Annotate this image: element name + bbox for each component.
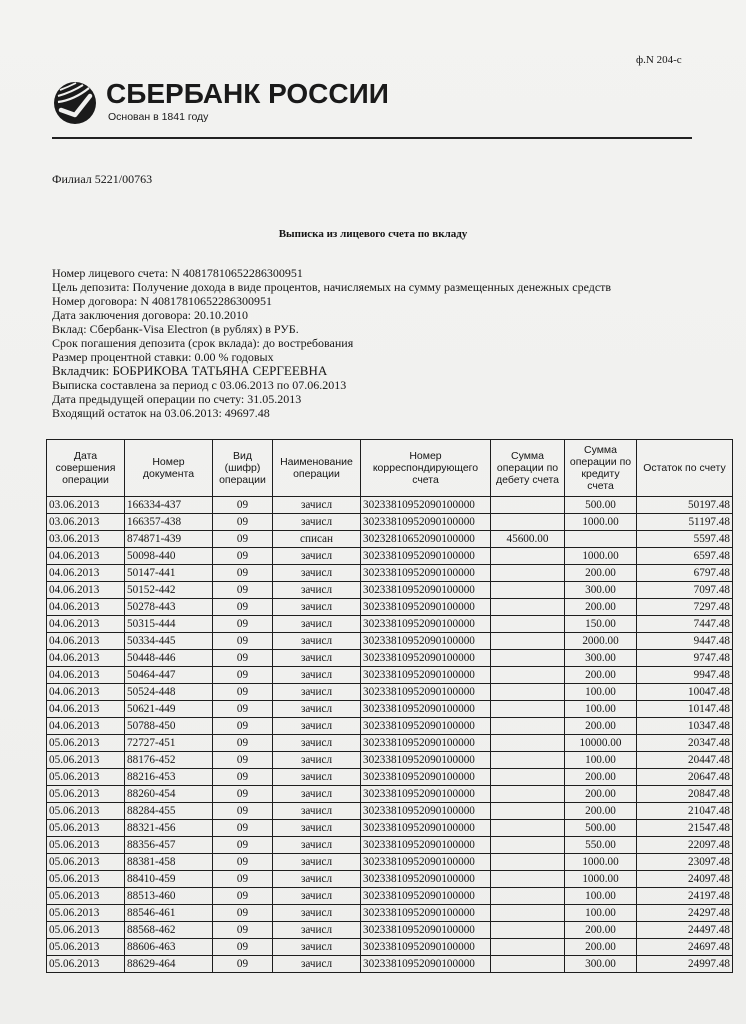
contract-date: Дата заключения договора: 20.10.2010	[52, 308, 249, 322]
cell-credit: 200.00	[565, 786, 637, 803]
deposit-term: Срок погашения депозита (срок вклада): до востребования	[52, 336, 354, 350]
cell-debit: 45600.00	[491, 531, 565, 548]
cell-operation-code: 09	[213, 633, 273, 650]
cell-balance: 10047.48	[637, 684, 733, 701]
cell-corr-account: 30233810952090100000	[361, 514, 491, 531]
table-row	[47, 735, 733, 752]
table-row	[47, 548, 733, 565]
cell-debit	[491, 786, 565, 803]
cell-credit: 100.00	[565, 684, 637, 701]
cell-debit	[491, 820, 565, 837]
cell-credit: 200.00	[565, 803, 637, 820]
cell-doc-number: 88381-458	[125, 854, 213, 871]
branch-label: Филиал 5221/00763	[52, 172, 153, 186]
cell-date: 04.06.2013	[47, 582, 125, 599]
cell-doc-number: 88629-464	[125, 956, 213, 973]
cell-credit: 550.00	[565, 837, 637, 854]
cell-debit	[491, 582, 565, 599]
cell-date: 04.06.2013	[47, 684, 125, 701]
bank-founded: Основан в 1841 году	[108, 111, 209, 123]
cell-corr-account: 30233810952090100000	[361, 820, 491, 837]
table-row	[47, 514, 733, 531]
cell-date: 04.06.2013	[47, 548, 125, 565]
cell-corr-account: 30233810952090100000	[361, 956, 491, 973]
cell-corr-account: 30233810952090100000	[361, 650, 491, 667]
cell-balance: 10347.48	[637, 718, 733, 735]
table-row	[47, 939, 733, 956]
header-divider	[52, 137, 692, 139]
cell-doc-number: 50464-447	[125, 667, 213, 684]
cell-operation-code: 09	[213, 837, 273, 854]
cell-operation-code: 09	[213, 548, 273, 565]
cell-balance: 24197.48	[637, 888, 733, 905]
cell-doc-number: 50448-446	[125, 650, 213, 667]
table-row	[47, 854, 733, 871]
cell-credit: 1000.00	[565, 871, 637, 888]
cell-corr-account: 30233810952090100000	[361, 922, 491, 939]
cell-operation-name: зачисл	[273, 956, 361, 973]
table-row	[47, 582, 733, 599]
cell-doc-number: 166357-438	[125, 514, 213, 531]
cell-credit: 1000.00	[565, 514, 637, 531]
cell-date: 05.06.2013	[47, 939, 125, 956]
bank-name: СБЕРБАНК РОССИИ	[106, 78, 389, 109]
cell-operation-code: 09	[213, 667, 273, 684]
cell-credit: 1000.00	[565, 548, 637, 565]
form-number: ф.N 204-с	[636, 54, 682, 66]
table-row	[47, 684, 733, 701]
cell-operation-name: зачисл	[273, 514, 361, 531]
cell-date: 05.06.2013	[47, 803, 125, 820]
cell-credit: 200.00	[565, 565, 637, 582]
table-row	[47, 599, 733, 616]
cell-operation-code: 09	[213, 684, 273, 701]
cell-balance: 22097.48	[637, 837, 733, 854]
cell-doc-number: 50278-443	[125, 599, 213, 616]
cell-operation-name: зачисл	[273, 718, 361, 735]
cell-operation-code: 09	[213, 582, 273, 599]
cell-corr-account: 30233810952090100000	[361, 888, 491, 905]
cell-debit	[491, 871, 565, 888]
table-row	[47, 531, 733, 548]
cell-operation-name: зачисл	[273, 769, 361, 786]
cell-date: 04.06.2013	[47, 565, 125, 582]
table-row	[47, 871, 733, 888]
previous-operation-date: Дата предыдущей операции по счету: 31.05.2013	[52, 392, 302, 406]
cell-credit: 1000.00	[565, 854, 637, 871]
cell-debit	[491, 922, 565, 939]
cell-balance: 5597.48	[637, 531, 733, 548]
cell-corr-account: 30233810952090100000	[361, 718, 491, 735]
cell-date: 04.06.2013	[47, 701, 125, 718]
cell-credit: 100.00	[565, 701, 637, 718]
cell-operation-code: 09	[213, 752, 273, 769]
table-row	[47, 820, 733, 837]
cell-credit: 300.00	[565, 650, 637, 667]
cell-doc-number: 88568-462	[125, 922, 213, 939]
cell-balance: 9747.48	[637, 650, 733, 667]
cell-credit: 200.00	[565, 599, 637, 616]
cell-balance: 24097.48	[637, 871, 733, 888]
header-date: Дата совершения операции	[47, 440, 125, 497]
cell-debit	[491, 752, 565, 769]
cell-corr-account: 30233810952090100000	[361, 684, 491, 701]
cell-credit: 150.00	[565, 616, 637, 633]
cell-balance: 9447.48	[637, 633, 733, 650]
cell-debit	[491, 854, 565, 871]
cell-doc-number: 88546-461	[125, 905, 213, 922]
cell-operation-code: 09	[213, 701, 273, 718]
table-row	[47, 633, 733, 650]
table-row	[47, 752, 733, 769]
cell-credit: 500.00	[565, 497, 637, 514]
cell-operation-name: списан	[273, 531, 361, 548]
cell-balance: 20347.48	[637, 735, 733, 752]
cell-date: 03.06.2013	[47, 497, 125, 514]
cell-balance: 10147.48	[637, 701, 733, 718]
cell-date: 05.06.2013	[47, 956, 125, 973]
document-title: Выписка из лицевого счета по вкладу	[278, 228, 468, 240]
cell-operation-name: зачисл	[273, 497, 361, 514]
table-row	[47, 905, 733, 922]
cell-balance: 21047.48	[637, 803, 733, 820]
table-row	[47, 718, 733, 735]
cell-debit	[491, 888, 565, 905]
cell-operation-name: зачисл	[273, 837, 361, 854]
statement-period: Выписка составлена за период с 03.06.2013 по 07.06.2013	[52, 378, 347, 392]
account-info	[52, 266, 692, 420]
cell-corr-account: 30233810952090100000	[361, 582, 491, 599]
operations-table	[46, 439, 733, 973]
cell-debit	[491, 616, 565, 633]
cell-operation-name: зачисл	[273, 735, 361, 752]
cell-doc-number: 50524-448	[125, 684, 213, 701]
cell-corr-account: 30233810952090100000	[361, 905, 491, 922]
interest-rate: Размер процентной ставки: 0.00 % годовых	[52, 350, 274, 364]
cell-corr-account: 30233810952090100000	[361, 616, 491, 633]
cell-debit	[491, 769, 565, 786]
table-row	[47, 565, 733, 582]
cell-balance: 9947.48	[637, 667, 733, 684]
cell-credit: 10000.00	[565, 735, 637, 752]
cell-balance: 21547.48	[637, 820, 733, 837]
cell-credit: 100.00	[565, 905, 637, 922]
table-row	[47, 701, 733, 718]
cell-date: 04.06.2013	[47, 633, 125, 650]
header-operation-code: Вид (шифр) операции	[213, 440, 273, 497]
cell-corr-account: 30233810952090100000	[361, 565, 491, 582]
cell-operation-name: зачисл	[273, 701, 361, 718]
table-row	[47, 803, 733, 820]
cell-date: 05.06.2013	[47, 786, 125, 803]
cell-debit	[491, 497, 565, 514]
cell-doc-number: 50334-445	[125, 633, 213, 650]
cell-operation-code: 09	[213, 616, 273, 633]
cell-debit	[491, 701, 565, 718]
cell-doc-number: 50152-442	[125, 582, 213, 599]
cell-operation-code: 09	[213, 905, 273, 922]
bank-logo	[52, 78, 389, 130]
cell-operation-name: зачисл	[273, 582, 361, 599]
cell-operation-name: зачисл	[273, 905, 361, 922]
cell-balance: 7297.48	[637, 599, 733, 616]
cell-operation-code: 09	[213, 854, 273, 871]
cell-operation-code: 09	[213, 871, 273, 888]
cell-debit	[491, 735, 565, 752]
cell-balance: 6597.48	[637, 548, 733, 565]
table-row	[47, 616, 733, 633]
cell-doc-number: 50788-450	[125, 718, 213, 735]
table-row	[47, 922, 733, 939]
table-row	[47, 769, 733, 786]
cell-credit: 200.00	[565, 769, 637, 786]
cell-date: 05.06.2013	[47, 854, 125, 871]
cell-debit	[491, 803, 565, 820]
cell-operation-code: 09	[213, 565, 273, 582]
cell-operation-code: 09	[213, 769, 273, 786]
cell-balance: 20447.48	[637, 752, 733, 769]
cell-operation-name: зачисл	[273, 939, 361, 956]
cell-debit	[491, 565, 565, 582]
cell-doc-number: 88606-463	[125, 939, 213, 956]
cell-corr-account: 30233810952090100000	[361, 939, 491, 956]
cell-operation-code: 09	[213, 599, 273, 616]
cell-credit: 100.00	[565, 888, 637, 905]
cell-debit	[491, 718, 565, 735]
cell-operation-name: зачисл	[273, 871, 361, 888]
depositor-name: Вкладчик: БОБРИКОВА ТАТЬЯНА СЕРГЕЕВНА	[52, 363, 328, 378]
cell-credit	[565, 531, 637, 548]
cell-corr-account: 30233810952090100000	[361, 854, 491, 871]
cell-balance: 20847.48	[637, 786, 733, 803]
cell-doc-number: 874871-439	[125, 531, 213, 548]
cell-operation-name: зачисл	[273, 667, 361, 684]
cell-corr-account: 30233810952090100000	[361, 599, 491, 616]
cell-doc-number: 88176-452	[125, 752, 213, 769]
cell-operation-code: 09	[213, 514, 273, 531]
table-row	[47, 497, 733, 514]
cell-doc-number: 50147-441	[125, 565, 213, 582]
cell-balance: 20647.48	[637, 769, 733, 786]
header-credit: Сумма операции по кредиту счета	[565, 440, 637, 497]
cell-balance: 7097.48	[637, 582, 733, 599]
cell-date: 05.06.2013	[47, 905, 125, 922]
cell-operation-code: 09	[213, 735, 273, 752]
cell-debit	[491, 633, 565, 650]
cell-doc-number: 88513-460	[125, 888, 213, 905]
cell-date: 05.06.2013	[47, 820, 125, 837]
cell-debit	[491, 837, 565, 854]
cell-doc-number: 88321-456	[125, 820, 213, 837]
cell-operation-code: 09	[213, 803, 273, 820]
cell-corr-account: 30233810952090100000	[361, 735, 491, 752]
cell-operation-code: 09	[213, 922, 273, 939]
cell-balance: 24497.48	[637, 922, 733, 939]
cell-operation-name: зачисл	[273, 548, 361, 565]
table-row	[47, 837, 733, 854]
header-doc-number: Номер документа	[125, 440, 213, 497]
cell-date: 04.06.2013	[47, 616, 125, 633]
cell-doc-number: 50098-440	[125, 548, 213, 565]
cell-credit: 200.00	[565, 939, 637, 956]
cell-corr-account: 30233810952090100000	[361, 803, 491, 820]
cell-operation-code: 09	[213, 497, 273, 514]
cell-debit	[491, 548, 565, 565]
cell-debit	[491, 514, 565, 531]
cell-doc-number: 72727-451	[125, 735, 213, 752]
cell-operation-name: зачисл	[273, 565, 361, 582]
cell-date: 04.06.2013	[47, 718, 125, 735]
cell-operation-name: зачисл	[273, 820, 361, 837]
deposit-purpose: Цель депозита: Получение дохода в виде процентов, начисляемых на сумму размещенных денежных средств	[52, 280, 612, 294]
cell-corr-account: 30232810652090100000	[361, 531, 491, 548]
cell-balance: 24997.48	[637, 956, 733, 973]
header-balance: Остаток по счету	[637, 440, 733, 497]
cell-operation-name: зачисл	[273, 752, 361, 769]
cell-credit: 200.00	[565, 922, 637, 939]
cell-operation-code: 09	[213, 820, 273, 837]
cell-operation-code: 09	[213, 786, 273, 803]
cell-credit: 2000.00	[565, 633, 637, 650]
cell-balance: 24697.48	[637, 939, 733, 956]
cell-balance: 51197.48	[637, 514, 733, 531]
table-row	[47, 786, 733, 803]
cell-operation-name: зачисл	[273, 650, 361, 667]
cell-doc-number: 50621-449	[125, 701, 213, 718]
cell-corr-account: 30233810952090100000	[361, 871, 491, 888]
cell-operation-name: зачисл	[273, 599, 361, 616]
contract-number: Номер договора: N 40817810652286300951	[52, 294, 272, 308]
cell-operation-name: зачисл	[273, 854, 361, 871]
cell-balance: 7447.48	[637, 616, 733, 633]
cell-operation-code: 09	[213, 888, 273, 905]
cell-operation-name: зачисл	[273, 803, 361, 820]
cell-debit	[491, 684, 565, 701]
cell-credit: 300.00	[565, 956, 637, 973]
cell-operation-code: 09	[213, 956, 273, 973]
opening-balance: Входящий остаток на 03.06.2013: 49697.48	[52, 406, 270, 420]
table-row	[47, 650, 733, 667]
deposit-type: Вклад: Сбербанк-Visa Electron (в рублях) в РУБ.	[52, 322, 299, 336]
cell-doc-number: 88284-455	[125, 803, 213, 820]
header-operation-name: Наименование операции	[273, 440, 361, 497]
cell-debit	[491, 956, 565, 973]
cell-corr-account: 30233810952090100000	[361, 548, 491, 565]
cell-doc-number: 166334-437	[125, 497, 213, 514]
cell-corr-account: 30233810952090100000	[361, 701, 491, 718]
cell-doc-number: 88260-454	[125, 786, 213, 803]
cell-operation-name: зачисл	[273, 616, 361, 633]
cell-operation-code: 09	[213, 531, 273, 548]
cell-balance: 50197.48	[637, 497, 733, 514]
table-row	[47, 956, 733, 973]
cell-date: 04.06.2013	[47, 650, 125, 667]
cell-corr-account: 30233810952090100000	[361, 786, 491, 803]
table-row	[47, 888, 733, 905]
cell-debit	[491, 905, 565, 922]
cell-debit	[491, 599, 565, 616]
cell-credit: 200.00	[565, 718, 637, 735]
cell-credit: 300.00	[565, 582, 637, 599]
cell-date: 04.06.2013	[47, 599, 125, 616]
cell-date: 03.06.2013	[47, 514, 125, 531]
cell-debit	[491, 650, 565, 667]
cell-operation-code: 09	[213, 718, 273, 735]
cell-operation-name: зачисл	[273, 633, 361, 650]
sberbank-logo-icon	[52, 80, 98, 126]
cell-operation-name: зачисл	[273, 786, 361, 803]
table-row	[47, 667, 733, 684]
cell-corr-account: 30233810952090100000	[361, 769, 491, 786]
header-corr-account: Номер корреспондирующего счета	[361, 440, 491, 497]
cell-corr-account: 30233810952090100000	[361, 497, 491, 514]
cell-balance: 6797.48	[637, 565, 733, 582]
cell-operation-name: зачисл	[273, 684, 361, 701]
cell-doc-number: 88356-457	[125, 837, 213, 854]
cell-corr-account: 30233810952090100000	[361, 633, 491, 650]
cell-date: 05.06.2013	[47, 888, 125, 905]
cell-corr-account: 30233810952090100000	[361, 837, 491, 854]
cell-corr-account: 30233810952090100000	[361, 752, 491, 769]
cell-date: 03.06.2013	[47, 531, 125, 548]
cell-doc-number: 88410-459	[125, 871, 213, 888]
cell-operation-code: 09	[213, 939, 273, 956]
cell-date: 05.06.2013	[47, 922, 125, 939]
cell-date: 05.06.2013	[47, 871, 125, 888]
cell-debit	[491, 939, 565, 956]
cell-doc-number: 50315-444	[125, 616, 213, 633]
cell-date: 05.06.2013	[47, 837, 125, 854]
cell-date: 05.06.2013	[47, 769, 125, 786]
cell-credit: 500.00	[565, 820, 637, 837]
cell-doc-number: 88216-453	[125, 769, 213, 786]
cell-date: 04.06.2013	[47, 667, 125, 684]
cell-date: 05.06.2013	[47, 735, 125, 752]
cell-date: 05.06.2013	[47, 752, 125, 769]
cell-operation-name: зачисл	[273, 922, 361, 939]
cell-operation-code: 09	[213, 650, 273, 667]
cell-balance: 24297.48	[637, 905, 733, 922]
table-header-row	[47, 440, 733, 497]
account-number: Номер лицевого счета: N 40817810652286300951	[52, 266, 303, 280]
cell-debit	[491, 667, 565, 684]
cell-operation-name: зачисл	[273, 888, 361, 905]
header-debit: Сумма операции по дебету счета	[491, 440, 565, 497]
cell-balance: 23097.48	[637, 854, 733, 871]
cell-credit: 200.00	[565, 667, 637, 684]
cell-credit: 100.00	[565, 752, 637, 769]
cell-corr-account: 30233810952090100000	[361, 667, 491, 684]
